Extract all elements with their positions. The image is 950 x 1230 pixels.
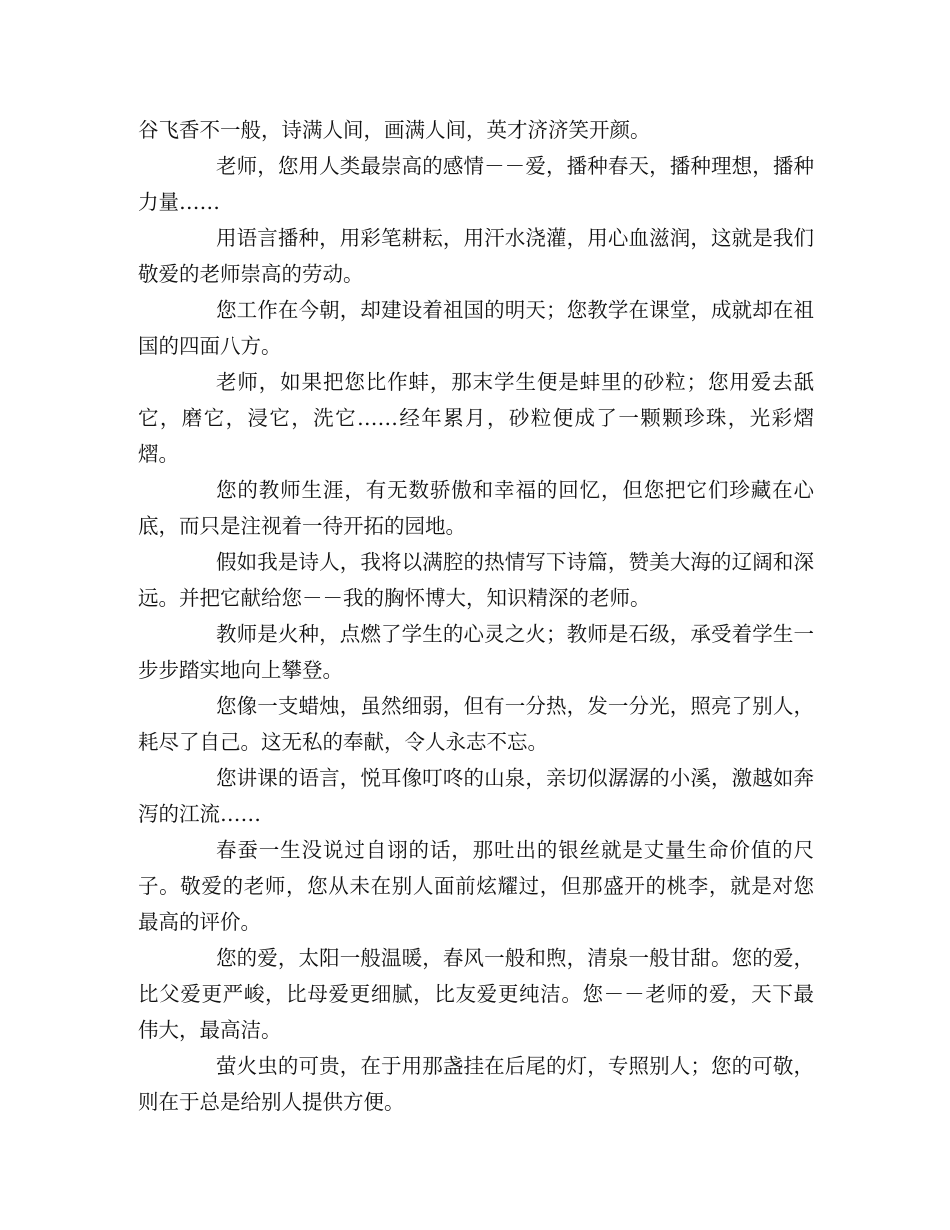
- paragraph-10: 您讲课的语言，悦耳像叮咚的山泉，亲切似潺潺的小溪，激越如奔泻的江流……: [138, 766, 814, 826]
- paragraph-1: 谷飞香不一般，诗满人间，画满人间，英才济济笑开颜。: [138, 118, 651, 142]
- paragraph-4: 您工作在今朝，却建设着祖国的明天；您教学在课堂，成就却在祖国的四面八方。: [138, 298, 814, 358]
- paragraph-8: 教师是火种，点燃了学生的心灵之火；教师是石级，承受着学生一步步踏实地向上攀登。: [138, 622, 814, 682]
- paragraph-3: 用语言播种，用彩笔耕耘，用汗水浇灌，用心血滋润，这就是我们敬爱的老师崇高的劳动。: [138, 226, 814, 286]
- document-body: [138, 112, 814, 1120]
- paragraph-11: 春蚕一生没说过自诩的话，那吐出的银丝就是丈量生命价值的尺子。敬爱的老师，您从未在别人面前炫耀过，但那盛开的桃李，就是对您最高的评价。: [138, 838, 814, 934]
- paragraph-5: 老师，如果把您比作蚌，那末学生便是蚌里的砂粒；您用爱去舐它，磨它，浸它，洗它……经年累月，砂粒便成了一颗颗珍珠，光彩熠熠。: [138, 370, 814, 466]
- paragraph-6: 您的教师生涯，有无数骄傲和幸福的回忆，但您把它们珍藏在心底，而只是注视着一待开拓的园地。: [138, 478, 814, 538]
- paragraph-12: 您的爱，太阳一般温暖，春风一般和煦，清泉一般甘甜。您的爱，比父爱更严峻，比母爱更细腻，比友爱更纯洁。您－－老师的爱，天下最伟大，最高洁。: [138, 946, 814, 1042]
- paragraph-13: 萤火虫的可贵，在于用那盏挂在后尾的灯，专照别人；您的可敬，则在于总是给别人提供方便。: [138, 1054, 814, 1114]
- paragraph-9: 您像一支蜡烛，虽然细弱，但有一分热，发一分光，照亮了别人，耗尽了自己。这无私的奉献，令人永志不忘。: [138, 694, 814, 754]
- paragraph-7: 假如我是诗人，我将以满腔的热情写下诗篇，赞美大海的辽阔和深远。并把它献给您－－我的胸怀博大，知识精深的老师。: [138, 550, 814, 610]
- paragraph-2: 老师，您用人类最崇高的感情－－爱，播种春天，播种理想，播种力量……: [138, 154, 814, 214]
